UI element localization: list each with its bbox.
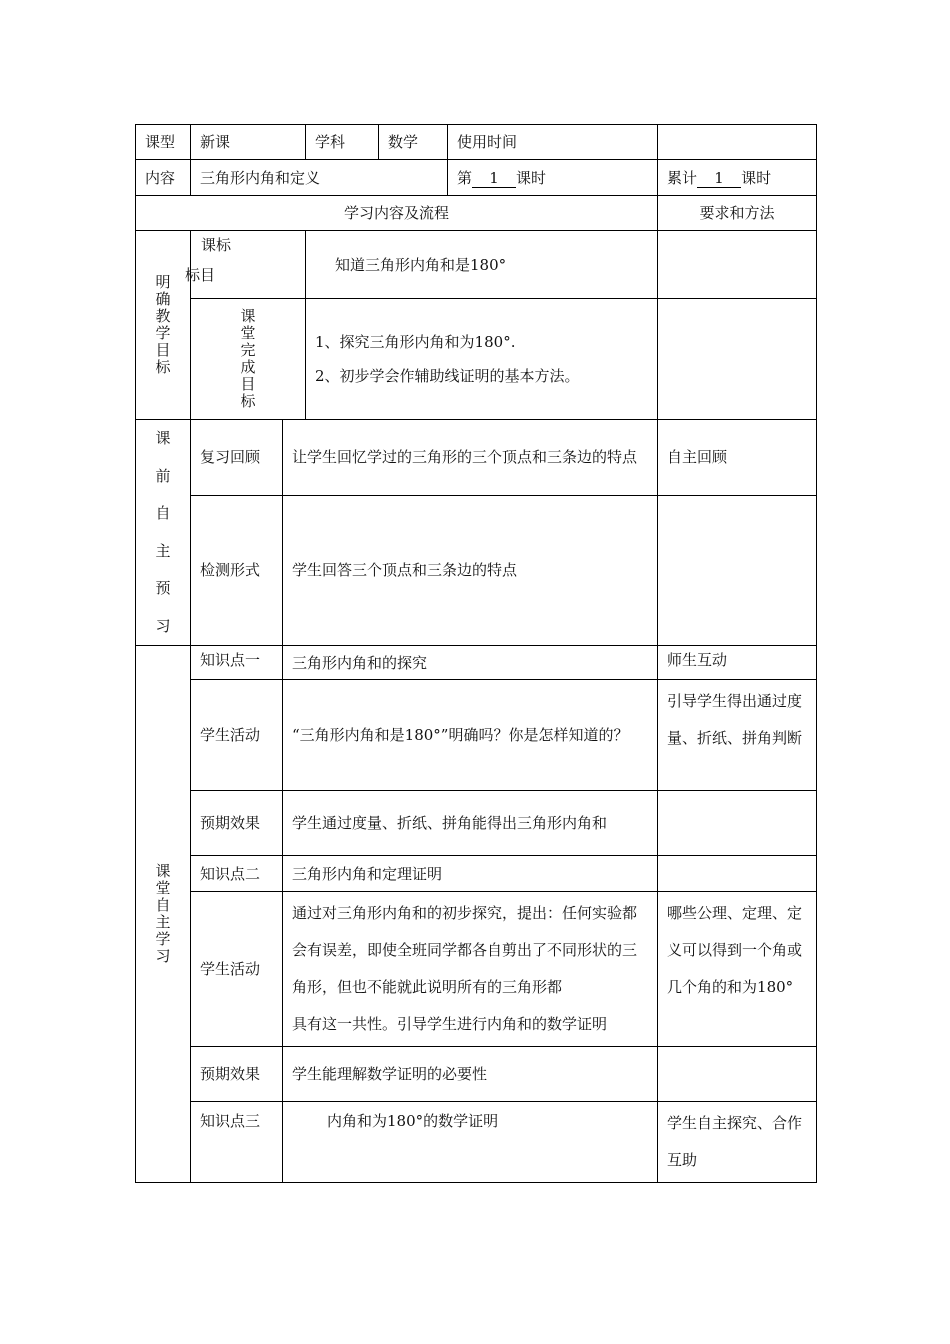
- header-row-type: [136, 125, 817, 160]
- flow-column-header: 学习内容及流程: [136, 196, 658, 231]
- check-text: 学生回答三个顶点和三条边的特点: [283, 495, 658, 645]
- lesson-count: [448, 160, 658, 196]
- effect1-text: 学生通过度量、折纸、拼角能得出三角形内角和: [283, 791, 658, 856]
- effect2-row: [136, 1047, 817, 1102]
- kp1-row: [136, 646, 817, 680]
- review-method: 自主回顾: [658, 420, 817, 496]
- header-row-content: [136, 160, 817, 196]
- activity2-label: 学生活动: [191, 892, 283, 1047]
- activity1-text: “三角形内角和是180°”明确吗？你是怎样知道的？: [283, 680, 658, 791]
- kp3-label: 知识点三: [191, 1102, 283, 1183]
- review-text: 让学生回忆学过的三角形的三个顶点和三条边的特点: [283, 420, 658, 496]
- subject-value: 数学: [379, 125, 448, 160]
- effect2-label: 预期效果: [191, 1047, 283, 1102]
- check-method: [658, 495, 817, 645]
- class-goal-1: 1、探究三角形内角和为180°.: [315, 333, 516, 351]
- effect2-text: 学生能理解数学证明的必要性: [283, 1047, 658, 1102]
- study-section-label: 课 堂 自 主 学 习: [136, 646, 191, 1183]
- activity1-row: [136, 680, 817, 791]
- total-count: [658, 160, 817, 196]
- activity2-method: 哪些公理、定理、定义可以得到一个角或几个角的和为180°: [658, 892, 817, 1047]
- lesson-number: 1: [472, 169, 516, 188]
- kp2-text: 三角形内角和定理证明: [283, 856, 658, 892]
- total-prefix: 累计: [667, 168, 698, 187]
- kp1-label: 知识点一: [191, 646, 283, 680]
- class-goal-text: [306, 299, 658, 420]
- type-value: 新课: [191, 125, 306, 160]
- class-goal-method: [658, 299, 817, 420]
- preview-section-label: 课 前 自 主 预 习: [136, 420, 191, 646]
- subject-label: 学科: [306, 125, 379, 160]
- kp3-row: [136, 1102, 817, 1183]
- content-label: 内容: [136, 160, 191, 196]
- lesson-suffix: 课时: [516, 168, 547, 187]
- effect1-row: [136, 791, 817, 856]
- total-number: 1: [697, 169, 741, 188]
- kp2-label: 知识点二: [191, 856, 283, 892]
- kp1-text: 三角形内角和的探究: [283, 646, 658, 680]
- lesson-prefix: 第: [457, 168, 473, 187]
- curriculum-goal-label: 课标 标目: [191, 231, 306, 299]
- kp2-method: [658, 856, 817, 892]
- preview-check-row: [136, 495, 817, 645]
- time-label: 使用时间: [448, 125, 658, 160]
- type-label: 课型: [136, 125, 191, 160]
- effect1-method: [658, 791, 817, 856]
- objective-class-row: [136, 299, 817, 420]
- objectives-section-label: 明 确 教 学 目 标: [136, 231, 191, 420]
- kp3-text: 内角和为180°的数学证明: [283, 1102, 658, 1183]
- kp2-row: [136, 856, 817, 892]
- lesson-plan-table: [135, 124, 817, 1183]
- activity1-method: 引导学生得出通过度量、折纸、拼角判断: [658, 680, 817, 791]
- activity1-label: 学生活动: [191, 680, 283, 791]
- effect2-method: [658, 1047, 817, 1102]
- content-value: 三角形内角和定义: [191, 160, 448, 196]
- column-header-row: [136, 196, 817, 231]
- preview-review-row: [136, 420, 817, 496]
- class-goal-label: 课 堂 完 成 目 标: [191, 299, 306, 420]
- curriculum-goal-method: [658, 231, 817, 299]
- check-label: 检测形式: [191, 495, 283, 645]
- kp1-method: 师生互动: [658, 646, 817, 680]
- method-column-header: 要求和方法: [658, 196, 817, 231]
- objective-curriculum-row: [136, 231, 817, 299]
- total-suffix: 课时: [741, 168, 772, 187]
- activity2-row: [136, 892, 817, 1047]
- class-goal-2: 2、初步学会作辅助线证明的基本方法。: [315, 367, 580, 385]
- review-label: 复习回顾: [191, 420, 283, 496]
- time-value: [658, 125, 817, 160]
- effect1-label: 预期效果: [191, 791, 283, 856]
- curriculum-goal-text: 知道三角形内角和是180°: [306, 231, 658, 299]
- kp3-method: 学生自主探究、合作互助: [658, 1102, 817, 1183]
- activity2-text: 通过对三角形内角和的初步探究，提出：任何实验都会有误差，即使全班同学都各自剪出了不同形状的三角形，但也不能就此说明所有的三角形都 具有这一共性。引导学生进行内角和的数学证明: [283, 892, 658, 1047]
